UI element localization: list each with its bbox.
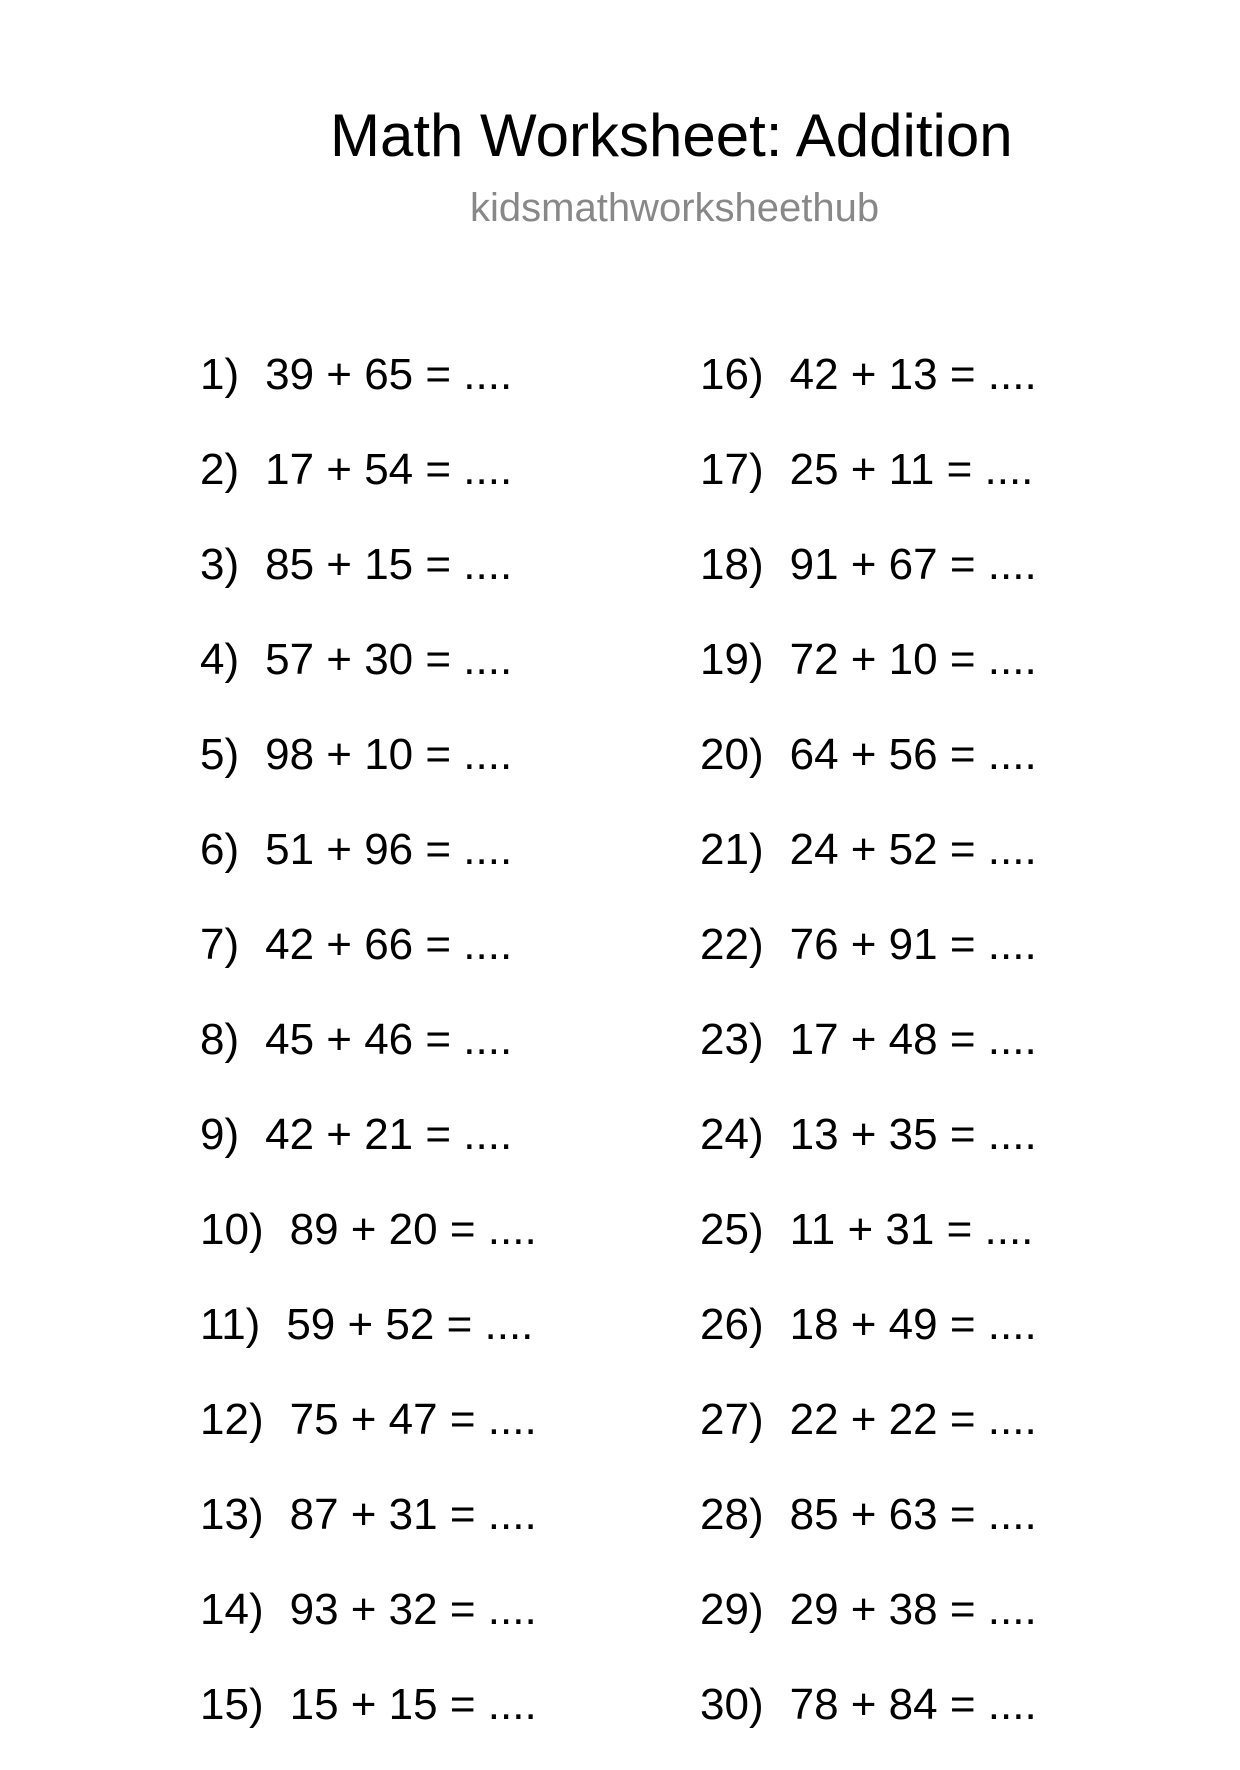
problem-expression: 15 + 15 = .... [289,1680,537,1729]
problem-item [200,535,537,630]
problem-expression: 18 + 49 = .... [789,1300,1037,1349]
problem-item [200,820,537,915]
problem-number: 21) [700,825,764,874]
problem-item [200,915,537,1010]
problem-number: 6) [200,825,240,874]
problem-item [700,1580,1037,1675]
problem-item [200,345,537,440]
problem-expression: 39 + 65 = .... [265,350,513,399]
problem-item [700,820,1037,915]
problem-number: 1) [200,350,240,399]
problem-item [200,1010,537,1105]
problem-expression: 42 + 21 = .... [265,1110,513,1159]
problem-expression: 17 + 48 = .... [789,1015,1037,1064]
problem-expression: 29 + 38 = .... [789,1585,1037,1634]
problem-expression: 42 + 13 = .... [789,350,1037,399]
problem-number: 8) [200,1015,240,1064]
problem-number: 5) [200,730,240,779]
problem-expression: 76 + 91 = .... [789,920,1037,969]
problem-expression: 17 + 54 = .... [265,445,513,494]
problem-number: 11) [200,1300,261,1349]
problem-number: 12) [200,1395,264,1444]
problem-number: 26) [700,1300,764,1349]
problem-item [700,345,1037,440]
problem-expression: 93 + 32 = .... [289,1585,537,1634]
problem-item [700,1200,1037,1295]
page-title: Math Worksheet: Addition [330,102,1013,169]
problem-number: 16) [700,350,764,399]
problem-expression: 11 + 31 = .... [789,1205,1034,1254]
problem-expression: 98 + 10 = .... [265,730,513,779]
problem-number: 19) [700,635,764,684]
problem-expression: 25 + 11 = .... [789,445,1034,494]
problem-item [700,1010,1037,1105]
problem-number: 29) [700,1585,764,1634]
problem-number: 18) [700,540,764,589]
problem-item [200,440,537,535]
problem-item [700,1105,1037,1200]
problem-number: 13) [200,1490,264,1539]
problem-expression: 51 + 96 = .... [265,825,513,874]
problem-item [200,725,537,820]
problem-expression: 24 + 52 = .... [789,825,1037,874]
problem-item [700,1485,1037,1580]
problem-item [700,915,1037,1010]
problem-expression: 85 + 63 = .... [789,1490,1037,1539]
problem-item [200,1390,537,1485]
problem-number: 23) [700,1015,764,1064]
problem-item [200,1485,537,1580]
problem-item [700,1295,1037,1390]
problem-expression: 85 + 15 = .... [265,540,513,589]
problem-number: 27) [700,1395,764,1444]
problem-number: 15) [200,1680,264,1729]
problem-expression: 22 + 22 = .... [789,1395,1037,1444]
problem-expression: 57 + 30 = .... [265,635,513,684]
problem-item [700,725,1037,820]
problem-expression: 72 + 10 = .... [789,635,1037,684]
problem-expression: 87 + 31 = .... [289,1490,537,1539]
problem-item [700,440,1037,535]
problem-expression: 59 + 52 = .... [286,1300,534,1349]
page-subtitle: kidsmathworksheethub [470,186,880,230]
problem-expression: 89 + 20 = .... [289,1205,537,1254]
problem-expression: 64 + 56 = .... [789,730,1037,779]
problem-number: 3) [200,540,240,589]
problem-expression: 78 + 84 = .... [789,1680,1037,1729]
problem-number: 20) [700,730,764,779]
problem-item [700,630,1037,725]
problem-expression: 45 + 46 = .... [265,1015,513,1064]
problem-number: 28) [700,1490,764,1539]
problem-column-right [700,345,1037,1770]
problem-expression: 13 + 35 = .... [789,1110,1037,1159]
problem-number: 2) [200,445,240,494]
problem-item [200,1105,537,1200]
problem-item [700,1390,1037,1485]
problem-number: 14) [200,1585,264,1634]
problem-item [200,1580,537,1675]
problem-column-left [200,345,537,1770]
problem-number: 17) [700,445,764,494]
problem-number: 10) [200,1205,264,1254]
problem-expression: 75 + 47 = .... [289,1395,537,1444]
problem-item [200,1675,537,1770]
problem-item [200,1295,537,1390]
problem-number: 9) [200,1110,240,1159]
problem-expression: 91 + 67 = .... [789,540,1037,589]
problem-number: 30) [700,1680,764,1729]
problem-item [200,1200,537,1295]
problem-item [700,535,1037,630]
problem-number: 4) [200,635,240,684]
problem-number: 24) [700,1110,764,1159]
problem-number: 25) [700,1205,764,1254]
problem-number: 7) [200,920,240,969]
problem-expression: 42 + 66 = .... [265,920,513,969]
problem-item [200,630,537,725]
problem-item [700,1675,1037,1770]
problem-number: 22) [700,920,764,969]
